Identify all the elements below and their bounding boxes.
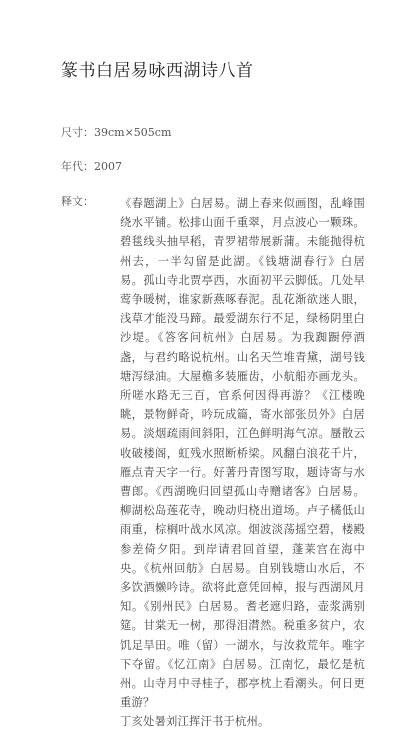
notes-label: 释文：	[61, 195, 94, 208]
year-value: 2007	[94, 160, 122, 173]
year-row	[61, 159, 122, 175]
notes-text-block	[120, 194, 365, 732]
size-value: 39cm×505cm	[94, 126, 172, 139]
notes-body: 《春题湖上》白居易。湖上春来似画图，乱峰围绕水平铺。松排山面千重翠，月点波心一颗珠。碧毯线头抽早稻，青罗裙带展新蒲。未能抛得杭州去，一半勾留是此湖。《钱塘湖春行》白居易。孤山寺北贾亭西，水面初平云脚低。几处早莺争暖树，谁家新燕啄春泥。乱花渐欲迷人眼，浅草才能没马蹄。最爱湖东行不足，绿杨阴里白沙堤。《答客问杭州》白居易。为我踟蹰停酒盏，与君约略说杭州。山名天竺堆青黛，湖号钱塘泻绿油。大屋檐多装雁齿，小航船亦画龙头。所嗟水路无三百，官系何因得再游？《江楼晚眺，景物鲜奇，吟玩成篇，寄水部张员外》白居易。淡烟疏雨间斜阳，江色鲜明海气凉。蜃散云收破楼阁，虹残水照断桥梁。风翻白浪花千片，雁点青天字一行。好著丹青图写取，题诗寄与水曹郎。《西湖晚归回望孤山寺赠诸客》白居易。柳湖松岛莲花寺，晚动归桡出道场。卢子橘低山雨重，棕榈叶战水风凉。烟波淡荡摇空碧，楼殿参差倚夕阳。到岸请君回首望，蓬莱宫在海中央。《杭州回舫》白居易。自别钱塘山水后，不多饮酒懒吟诗。欲将此意凭回棹，报与西湖风月知。《别州民》白居易。耆老遮归路，壶浆满别筵。甘棠无一树，那得泪潸然。税重多贫户，农饥足旱田。唯（留）一湖水，与汝救荒年。唯字下夺留。《忆江南》白居易。江南忆，最忆是杭州。山寺月中寻桂子，郡亭枕上看潮头。何日更重游？	[120, 197, 365, 710]
artwork-title: 篆书白居易咏西湖诗八首	[61, 61, 254, 81]
size-row	[61, 125, 171, 141]
notes-label-row	[61, 194, 94, 210]
notes-signature: 丁亥处暑刘江挥汗书于杭州。	[120, 715, 270, 729]
year-label: 年代：	[61, 160, 94, 173]
size-label: 尺寸：	[61, 126, 94, 139]
